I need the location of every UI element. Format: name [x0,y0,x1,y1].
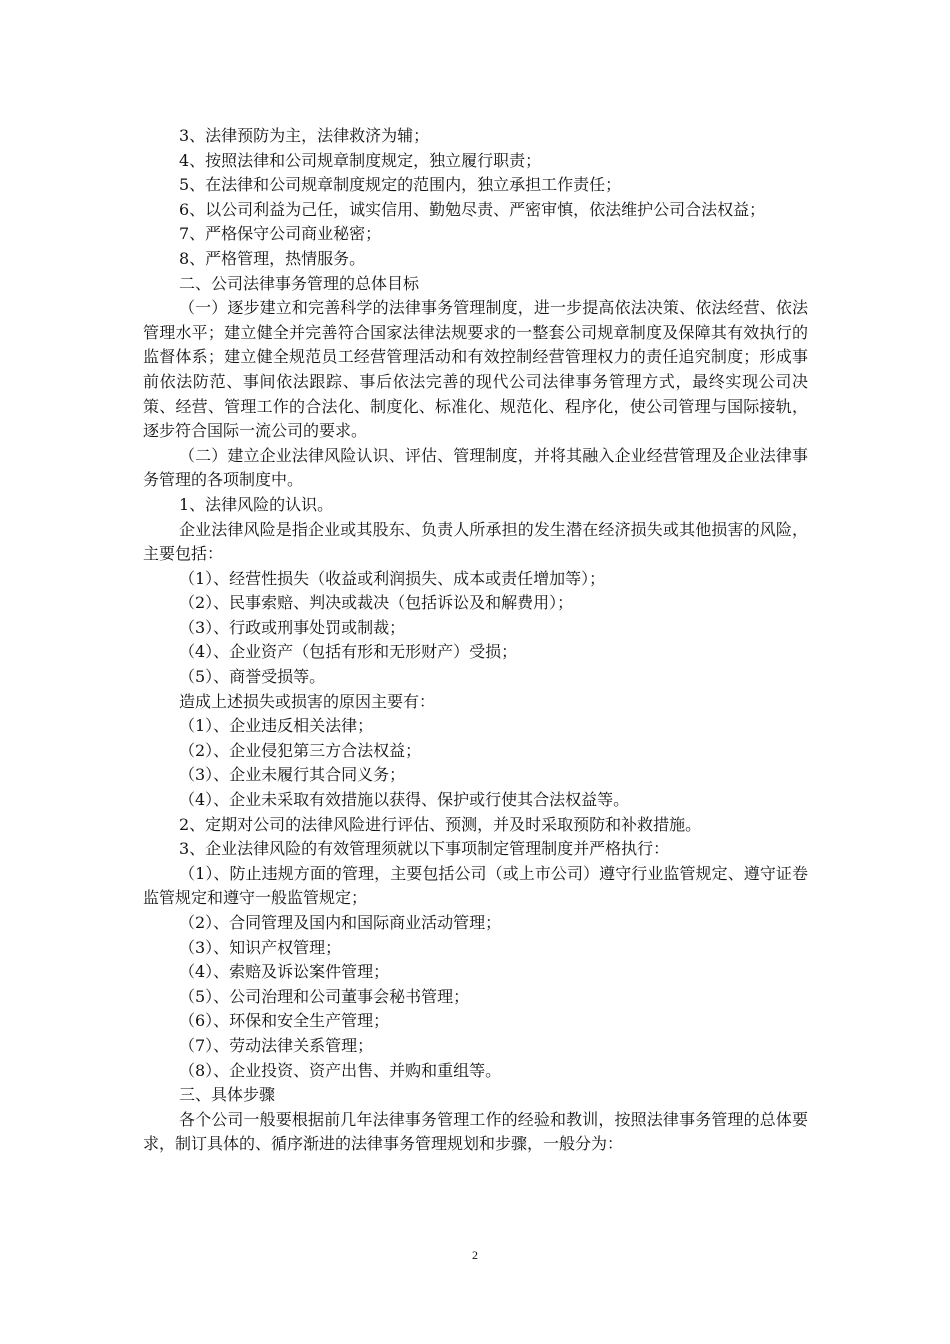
paragraph: 造成上述损失或损害的原因主要有： [179,691,436,711]
list-item: （8）、企业投资、资产出售、并购和重组等。 [179,1060,502,1080]
section-heading: 二、公司法律事务管理的总体目标 [179,273,420,293]
list-item: （1）、防止违规方面的管理，主要包括公司（或上市公司）遵守行业监管规定、遵守证卷监管规定和遵守一般监管规定； [143,863,808,908]
list-item: （3）、行政或刑事处罚或制裁； [179,617,406,637]
list-item: （5）、商誉受损等。 [179,667,326,687]
section-heading: 三、具体步骤 [179,1085,276,1105]
list-item: （6）、环保和安全生产管理； [179,1011,390,1031]
paragraph: 4、按照法律和公司规章制度规定，独立履行职责； [179,150,542,170]
list-item: （2）、合同管理及国内和国际商业活动管理； [179,913,502,932]
paragraph: 1、法律风险的认识。 [179,494,334,514]
list-item: （3）、知识产权管理； [179,937,342,957]
list-item: （3）、企业未履行其合同义务； [179,765,406,785]
list-item: （1）、企业违反相关法律； [179,716,374,736]
paragraph: 2、定期对公司的法律风险进行评估、预测，并及时采取预防和补救措施。 [179,814,702,834]
paragraph: 企业法律风险是指企业或其股东、负责人所承担的发生潜在经济损失或其他损害的风险，主要包括： [143,519,808,564]
page-number: 2 [472,1248,478,1262]
paragraph: 3、法律预防为主，法律救济为辅； [179,126,430,145]
paragraph: 各个公司一般要根据前几年法律事务管理工作的经验和教训，按照法律事务管理的总体要求，制订具体的、循序渐进的法律事务管理规划和步骤，一般分为： [143,1109,808,1154]
paragraph: 5、在法律和公司规章制度规定的范围内，独立承担工作责任； [179,175,622,195]
list-item: （5）、公司治理和公司董事会秘书管理； [179,986,470,1006]
list-item: （2）、企业侵犯第三方合法权益； [179,740,422,760]
paragraph: （二）建立企业法律风险认识、评估、管理制度，并将其融入企业经营管理及企业法律事务管理的各项制度中。 [143,445,808,490]
paragraph: 6、以公司利益为己任，诚实信用、勤勉尽责、严密审慎，依法维护公司合法权益； [179,199,766,219]
document-body [143,124,808,1157]
list-item: （2）、民事索赔、判决或裁决（包括诉讼及和解费用）； [179,593,574,613]
list-item: （4）、企业未采取有效措施以获得、保护或行使其合法权益等。 [179,790,630,810]
list-item: （4）、索赔及诉讼案件管理； [179,962,390,982]
list-item: （7）、劳动法律关系管理； [179,1035,374,1055]
paragraph: 8、严格管理，热情服务。 [179,248,366,268]
list-item: （4）、企业资产（包括有形和无形财产）受损； [179,642,518,662]
paragraph: 7、严格保守公司商业秘密； [179,224,382,244]
paragraph: 3、企业法律风险的有效管理须就以下事项制定管理制度并严格执行： [179,839,670,859]
paragraph: （一）逐步建立和完善科学的法律事务管理制度，进一步提高依法决策、依法经营、依法管理水平；建立健全并完善符合国家法律法规要求的一整套公司规章制度及保障其有效执行的监督体系；建立健全规范员工经营管理活动和有效控制经营管理权力的责任追究制度；形成事前依法防范、事间依法跟踪、事后依法完善的现代公司法律事务管理方式，最终实现公司决策、经营、管理工作的合法化、制度化、标准化、规范化、程序化，使公司管理与国际接轨，逐步符合国际一流公司的要求。 [143,298,808,441]
list-item: （1）、经营性损失（收益或利润损失、成本或责任增加等）； [179,568,606,588]
